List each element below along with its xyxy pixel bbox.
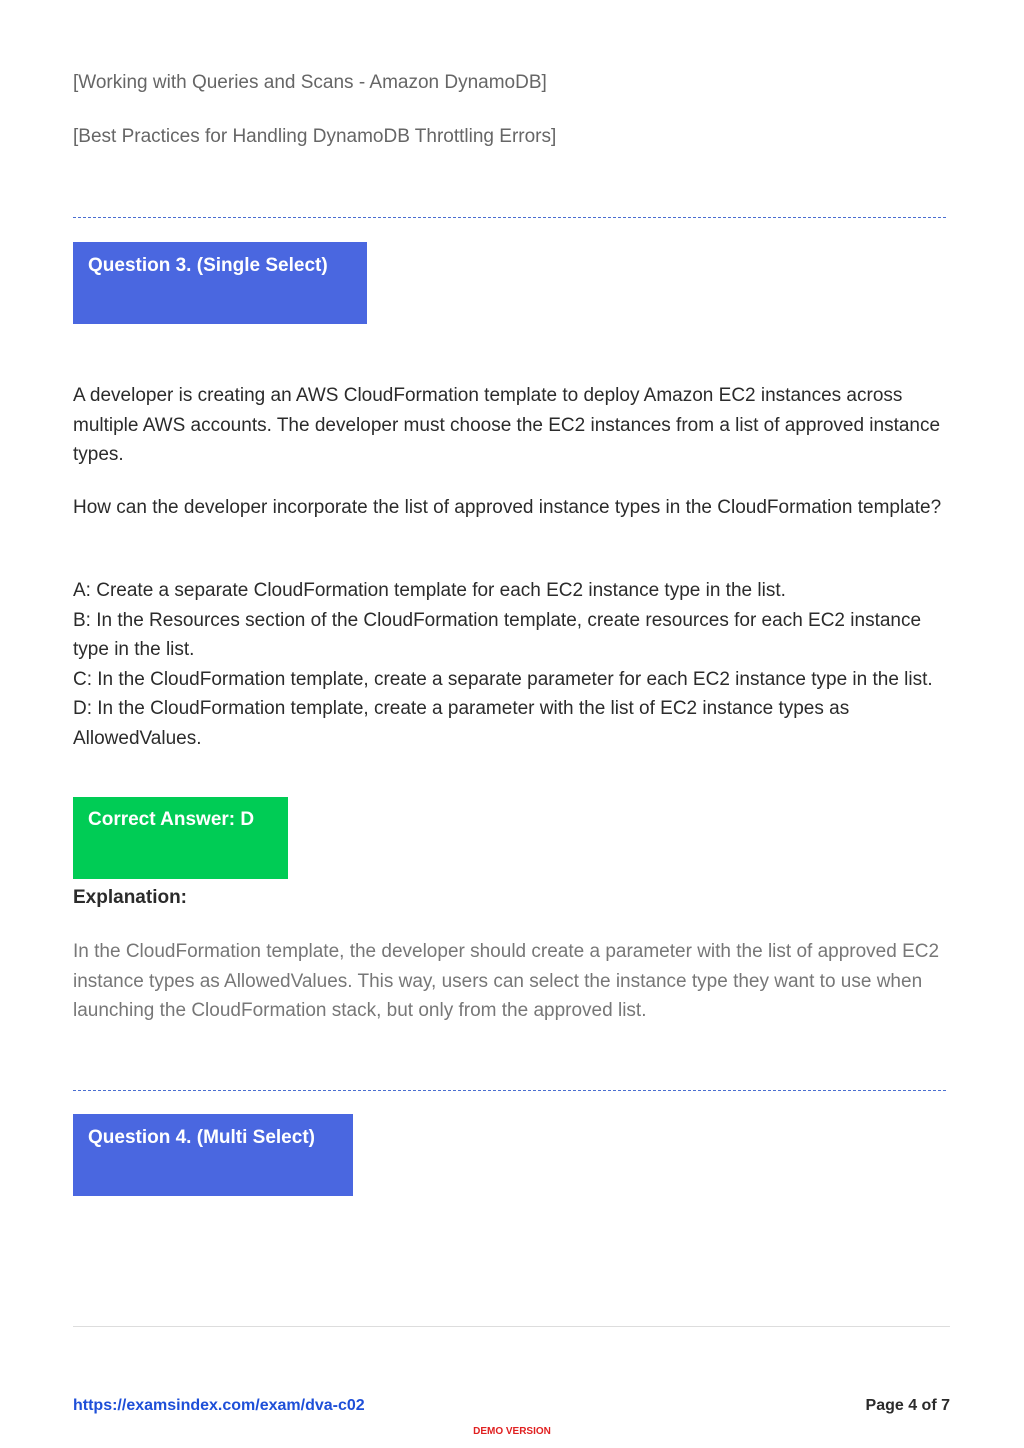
explanation-heading: Explanation: (73, 887, 188, 908)
question-3-header (73, 242, 367, 324)
section-divider-1 (73, 217, 946, 218)
option-d: D: In the CloudFormation template, create a parameter with the list of EC2 instance types as AllowedValues. (73, 698, 850, 749)
question-3-header-label: Question 3. (Single Select) (88, 255, 328, 276)
correct-answer-badge (73, 797, 288, 879)
question-3-options (73, 576, 943, 753)
question-3-stem: A developer is creating an AWS CloudFormation template to deploy Amazon EC2 instances across multiple AWS accounts. The developer must choose the EC2 instances from a list of approved instance types. (73, 385, 941, 465)
reference-link-1[interactable]: [Working with Queries and Scans - Amazon DynamoDB] (73, 72, 547, 93)
question-4-header (73, 1114, 353, 1196)
correct-answer-label: Correct Answer: D (88, 809, 255, 830)
page-number: Page 4 of 7 (865, 1397, 950, 1414)
footer-divider (73, 1326, 950, 1327)
option-c: C: In the CloudFormation template, create a separate parameter for each EC2 instance type in the list. (73, 668, 933, 690)
footer-url-link[interactable]: https://examsindex.com/exam/dva-c02 (73, 1397, 365, 1414)
question-4-header-label: Question 4. (Multi Select) (88, 1127, 315, 1148)
explanation-text: In the CloudFormation template, the developer should create a parameter with the list of approved EC2 instance types as AllowedValues. This way, users can select the instance type they want to use when launching the CloudFormation stack, but only from the approved list. (73, 941, 940, 1021)
option-a: A: Create a separate CloudFormation template for each EC2 instance type in the list. (73, 580, 786, 601)
option-b: B: In the Resources section of the CloudFormation template, create resources for each EC2 instance type in the list. (73, 609, 922, 660)
section-divider-2 (73, 1090, 946, 1091)
demo-version-label: DEMO VERSION (473, 1426, 551, 1437)
reference-link-2[interactable]: [Best Practices for Handling DynamoDB Throttling Errors] (73, 126, 557, 147)
question-3-prompt: How can the developer incorporate the list of approved instance types in the CloudFormation template? (73, 497, 942, 518)
